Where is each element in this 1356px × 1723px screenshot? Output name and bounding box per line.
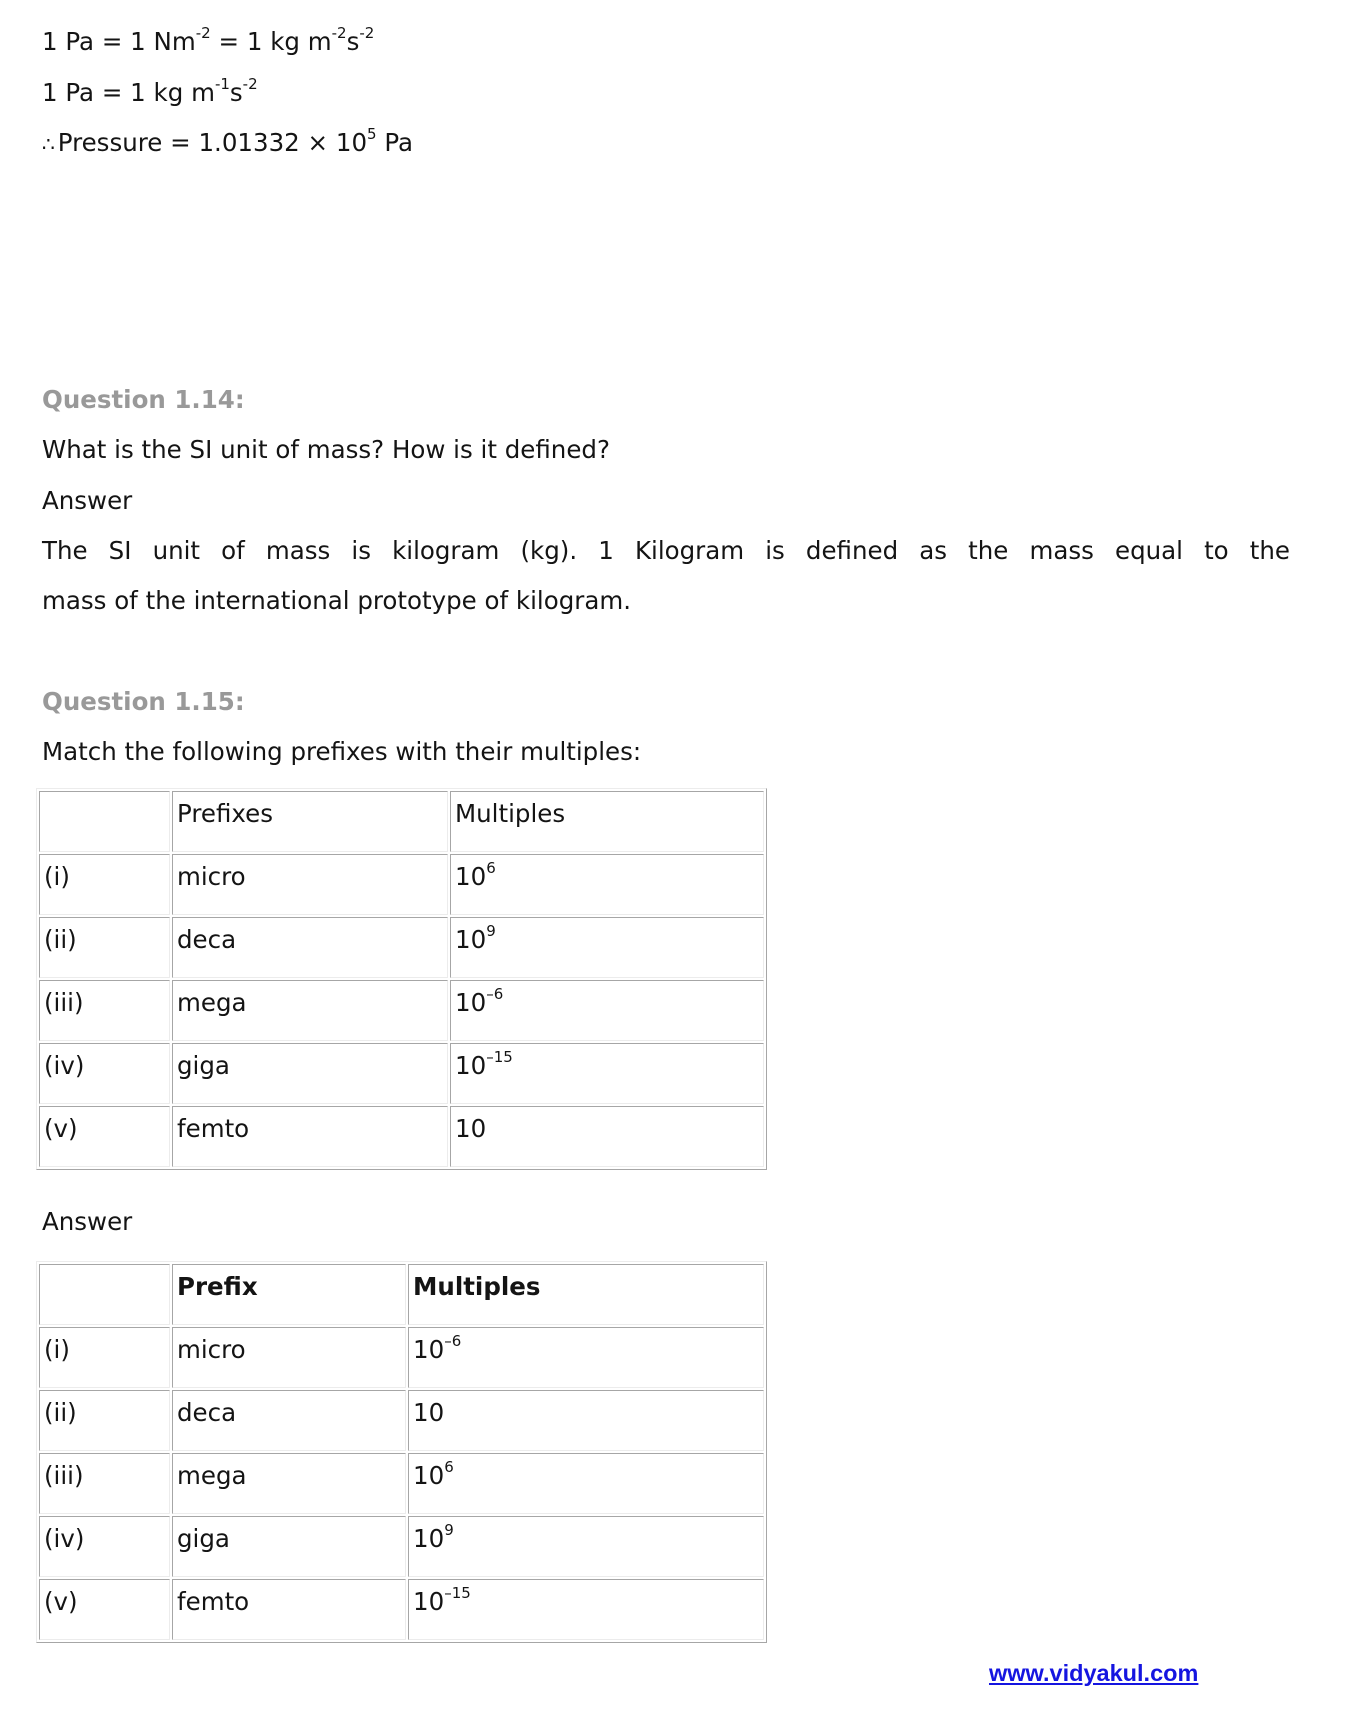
header-cell-prefix: Prefix xyxy=(172,1264,406,1325)
equation-text: 1 Pa = 1 kg m xyxy=(42,78,215,107)
exponent: -2 xyxy=(195,23,211,42)
answer-table xyxy=(36,1261,767,1643)
equation-line-1 xyxy=(42,23,375,57)
table-row xyxy=(39,980,764,1041)
index-cell: (iv) xyxy=(39,1516,170,1577)
table-row xyxy=(39,1327,764,1388)
header-cell xyxy=(39,1264,170,1325)
prefix-cell: giga xyxy=(172,1516,406,1577)
multiple-base: 10 xyxy=(413,1335,445,1364)
table-row xyxy=(39,1106,764,1167)
question-text-1-15: Match the following prefixes with their multiples: xyxy=(42,737,642,766)
therefore-icon: ∴ xyxy=(42,132,54,156)
header-cell-multiples: Multiples xyxy=(408,1264,764,1325)
index-cell: (ii) xyxy=(39,1390,170,1451)
multiple-exponent: 6 xyxy=(444,1457,454,1476)
equation-text: Pressure = 1.01332 × 10 xyxy=(57,128,368,157)
index-cell: (iii) xyxy=(39,980,170,1041)
prefix-cell: mega xyxy=(172,1453,406,1514)
index-cell: (i) xyxy=(39,854,170,915)
table-row xyxy=(39,1516,764,1577)
answer-text-line-1: The SI unit of mass is kilogram (kg). 1 Kilogram is defined as the mass equal to the xyxy=(42,536,1290,565)
question-heading-1-15: Question 1.15: xyxy=(42,687,245,716)
multiple-cell xyxy=(408,1327,764,1388)
multiple-cell xyxy=(408,1579,764,1640)
multiple-base: 10 xyxy=(455,1114,487,1143)
multiple-cell xyxy=(408,1453,764,1514)
prefix-cell: femto xyxy=(172,1579,406,1640)
multiple-exponent: –6 xyxy=(486,984,504,1003)
multiple-cell xyxy=(450,980,764,1041)
equation-line-2 xyxy=(42,74,258,108)
table-row xyxy=(39,1043,764,1104)
vidyakul-website-link[interactable]: www.vidyakul.com xyxy=(989,1660,1199,1686)
index-cell: (v) xyxy=(39,1106,170,1167)
multiple-cell xyxy=(450,854,764,915)
table-header-row xyxy=(39,791,764,852)
exponent: -2 xyxy=(331,23,347,42)
exponent: 5 xyxy=(367,124,377,143)
prefix-cell: deca xyxy=(172,1390,406,1451)
prefix-cell: mega xyxy=(172,980,448,1041)
equation-text: = 1 kg m xyxy=(210,27,332,56)
answer-label-1-14: Answer xyxy=(42,486,133,515)
index-cell: (ii) xyxy=(39,917,170,978)
table-row xyxy=(39,917,764,978)
prefix-cell: micro xyxy=(172,1327,406,1388)
multiple-exponent: 9 xyxy=(486,921,496,940)
table-header-row xyxy=(39,1264,764,1325)
equation-text: Pa xyxy=(376,128,414,157)
header-cell xyxy=(39,791,170,852)
multiple-exponent: –6 xyxy=(444,1331,462,1350)
question-heading-1-14: Question 1.14: xyxy=(42,385,245,414)
question-text-1-14: What is the SI unit of mass? How is it defined? xyxy=(42,435,610,464)
multiple-cell xyxy=(450,1106,764,1167)
index-cell: (iii) xyxy=(39,1453,170,1514)
multiple-cell xyxy=(450,1043,764,1104)
equation-text: 1 Pa = 1 Nm xyxy=(42,27,196,56)
multiple-base: 10 xyxy=(413,1524,445,1553)
exponent: -1 xyxy=(214,74,230,93)
multiple-exponent: –15 xyxy=(486,1047,513,1066)
multiple-cell xyxy=(408,1390,764,1451)
multiple-base: 10 xyxy=(455,925,487,954)
answer-text-line-2: mass of the international prototype of kilogram. xyxy=(42,586,632,615)
multiple-base: 10 xyxy=(413,1587,445,1616)
table-row xyxy=(39,1579,764,1640)
header-cell-prefixes: Prefixes xyxy=(172,791,448,852)
multiple-base: 10 xyxy=(455,988,487,1017)
table-row xyxy=(39,1390,764,1451)
multiple-exponent: –15 xyxy=(444,1583,471,1602)
equation-line-3 xyxy=(42,124,414,159)
multiple-cell xyxy=(408,1516,764,1577)
multiple-base: 10 xyxy=(413,1398,445,1427)
index-cell: (i) xyxy=(39,1327,170,1388)
index-cell: (iv) xyxy=(39,1043,170,1104)
multiple-exponent: 9 xyxy=(444,1520,454,1539)
equation-text: s xyxy=(229,78,243,107)
answer-label-1-15: Answer xyxy=(42,1207,133,1236)
prefix-cell: deca xyxy=(172,917,448,978)
index-cell: (v) xyxy=(39,1579,170,1640)
multiple-exponent: 6 xyxy=(486,858,496,877)
multiple-cell xyxy=(450,917,764,978)
table-row xyxy=(39,1453,764,1514)
multiple-base: 10 xyxy=(413,1461,445,1490)
equation-text: s xyxy=(346,27,360,56)
prefix-cell: micro xyxy=(172,854,448,915)
table-row xyxy=(39,854,764,915)
question-table xyxy=(36,788,767,1170)
prefix-cell: femto xyxy=(172,1106,448,1167)
multiple-base: 10 xyxy=(455,1051,487,1080)
multiple-base: 10 xyxy=(455,862,487,891)
exponent: -2 xyxy=(242,74,258,93)
exponent: -2 xyxy=(359,23,375,42)
header-cell-multiples: Multiples xyxy=(450,791,764,852)
prefix-cell: giga xyxy=(172,1043,448,1104)
